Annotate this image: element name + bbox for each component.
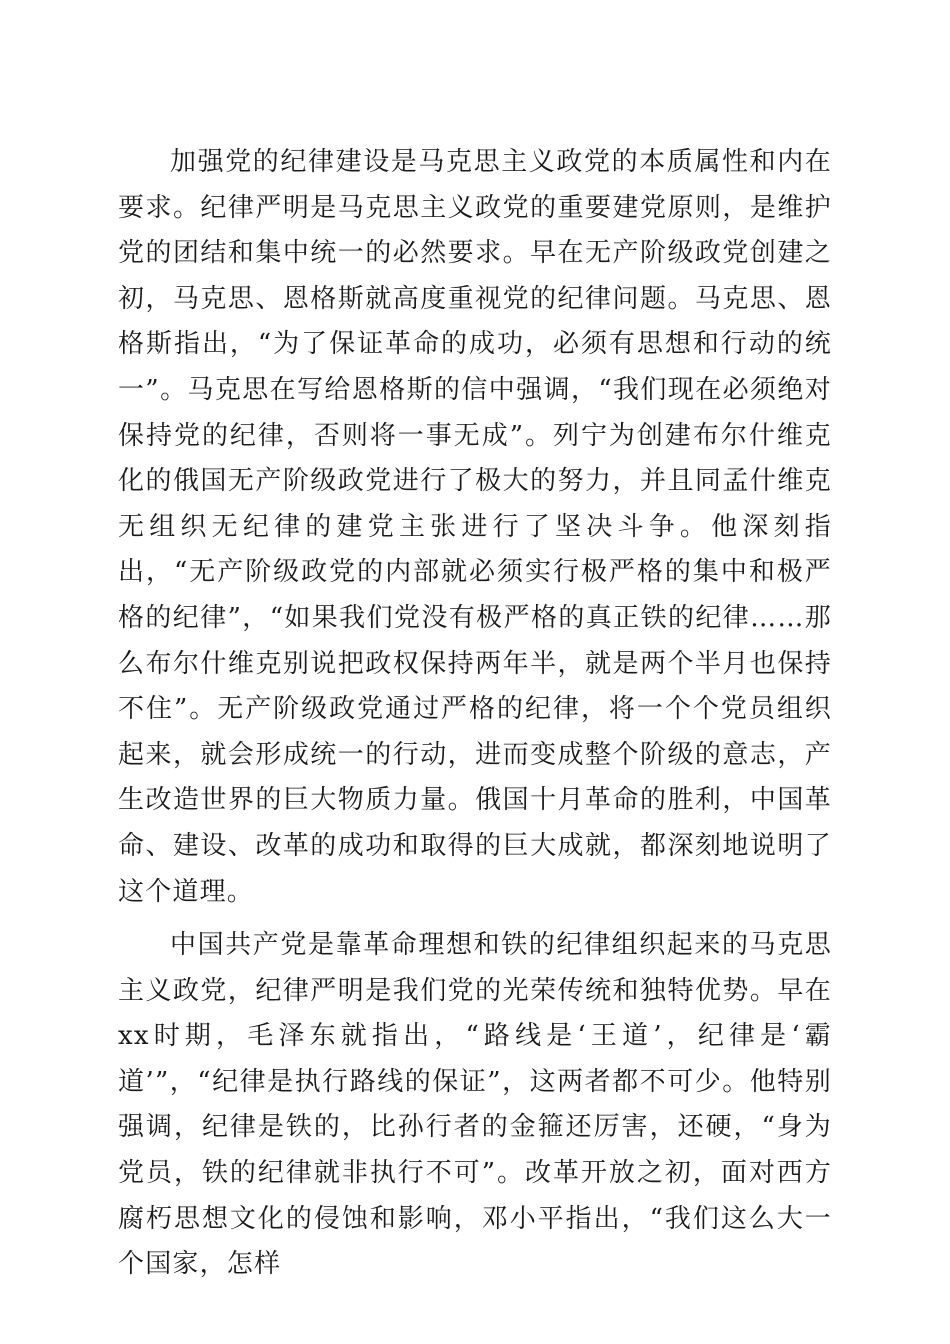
document-body	[118, 140, 832, 1296]
paragraph-party-discipline-marxism: 加强党的纪律建设是马克思主义政党的本质属性和内在要求。纪律严明是马克思主义政党的重要建党原则，是维护党的团结和集中统一的必然要求。早在无产阶级政党创建之初，马克思、恩格斯就高度重视党的纪律问题。马克思、恩格斯指出，“为了保证革命的成功，必须有思想和行动的统一”。马克思在写给恩格斯的信中强调，“我们现在必须绝对保持党的纪律，否则将一事无成”。列宁为创建布尔什维克化的俄国无产阶级政党进行了极大的努力，并且同孟什维克无组织无纪律的建党主张进行了坚决斗争。他深刻指出，“无产阶级政党的内部就必须实行极严格的集中和极严格的纪律”，“如果我们党没有极严格的真正铁的纪律……那么布尔什维克别说把政权保持两年半，就是两个半月也保持不住”。无产阶级政党通过严格的纪律，将一个个党员组织起来，就会形成统一的行动，进而变成整个阶级的意志，产生改造世界的巨大物质力量。俄国十月革命的胜利，中国革命、建设、改革的成功和取得的巨大成就，都深刻地说明了这个道理。	[118, 147, 832, 907]
paragraph-cpc-iron-discipline: 中国共产党是靠革命理想和铁的纪律组织起来的马克思主义政党，纪律严明是我们党的光荣传统和独特优势。早在xx时期，毛泽东就指出，“路线是‘王道’，纪律是‘霸道’”，“纪律是执行路线的保证”，这两者都不可少。他特别强调，纪律是铁的，比孙行者的金箍还厉害，还硬，“身为党员，铁的纪律就非执行不可”。改革开放之初，面对西方腐朽思想文化的侵蚀和影响，邓小平指出，“我们这么大一个国家，怎样	[118, 930, 832, 1280]
